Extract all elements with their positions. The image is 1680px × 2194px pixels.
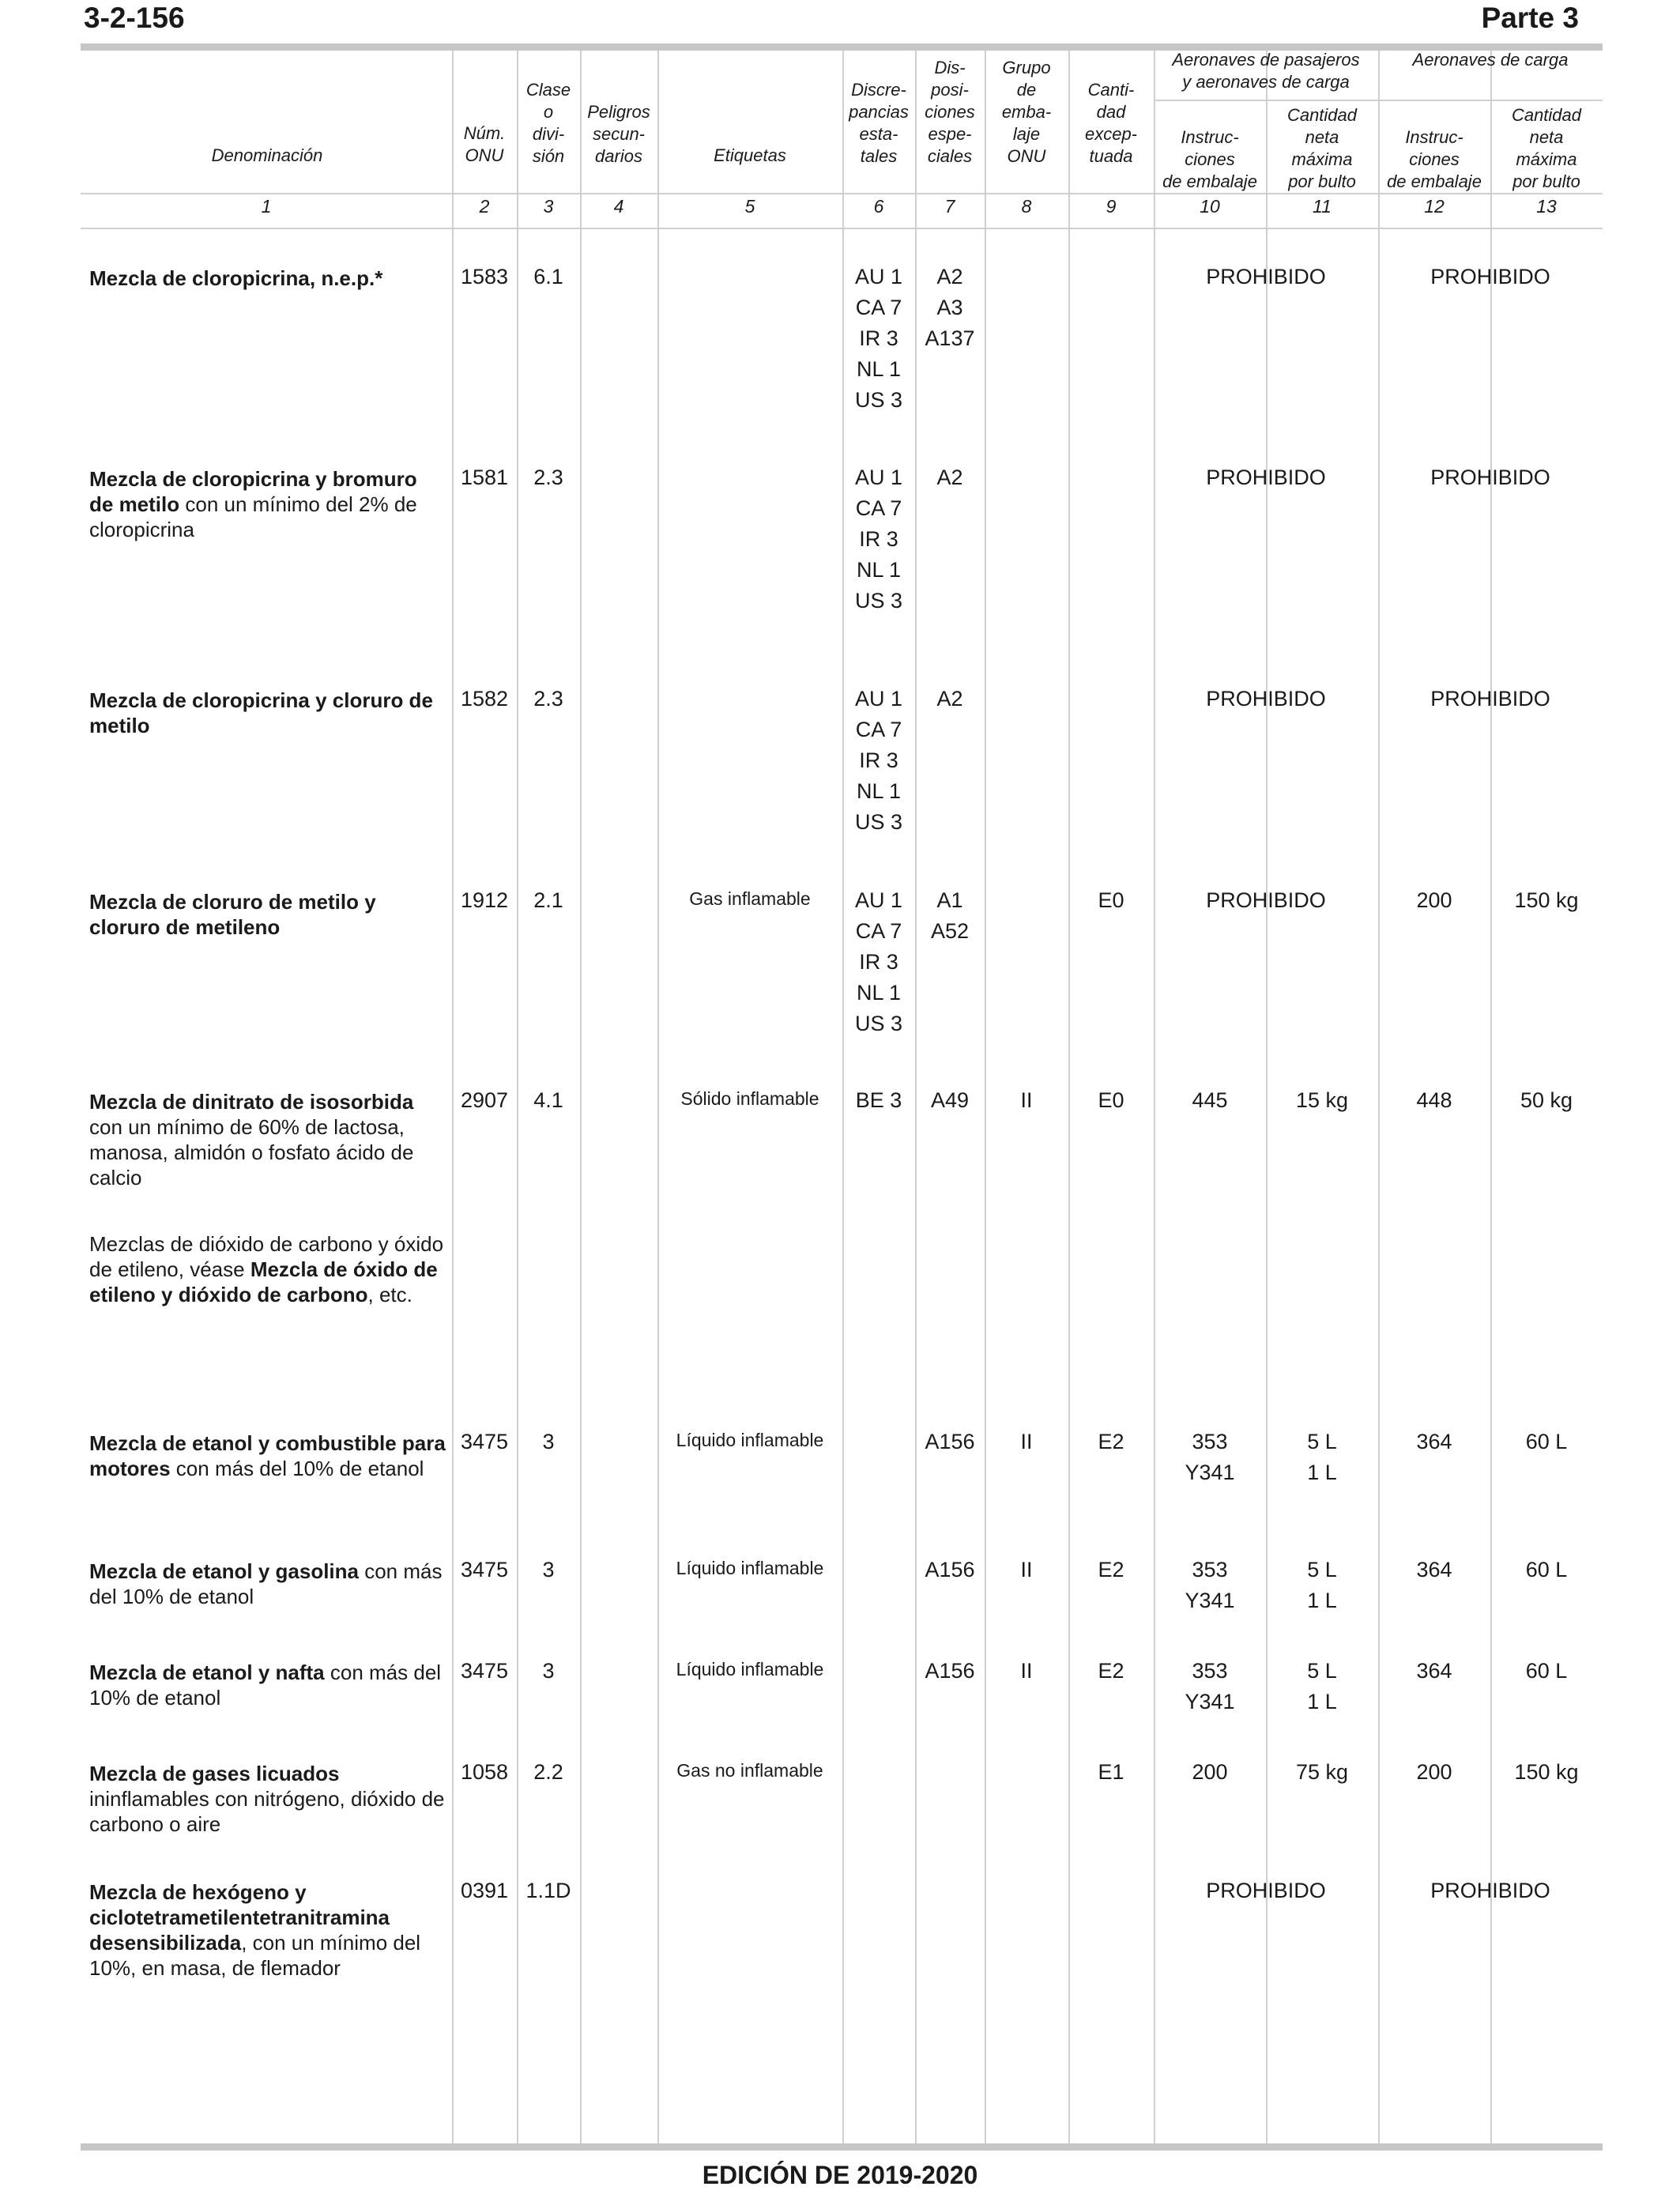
substance-name [89,266,446,291]
substance-name-rest: con más del 10% de etanol [170,1457,424,1480]
hazard-class: 2.3 [533,466,563,489]
header-cantidad-exceptuada: Canti- dad excep- tuada [1084,80,1138,166]
column-number: 9 [1106,196,1117,217]
header-aeronaves-pasajeros: Aeronaves de pasajeros y aeronaves de carga [1172,50,1360,92]
hazard-class: 3 [542,1558,555,1581]
un-number: 1912 [460,888,509,912]
header-instrucciones-carga: Instruc- ciones de embalaje [1387,127,1482,191]
header-cantidad-carga: Cantidad neta máxima por bulto [1511,105,1582,191]
substance-name-rest: con más del 10% de etanol [89,1559,443,1608]
header-cantidad-pasajeros: Cantidad neta máxima por bulto [1286,105,1358,191]
hazard-class: 2.2 [533,1760,563,1784]
row-divider [81,228,1603,229]
cargo-max-quantity: 60 L [1525,1430,1568,1453]
passenger-max-quantity: 15 kg [1295,1088,1349,1112]
passenger-max-quantity: 5 L 1 L [1307,1659,1337,1713]
excepted-quantity: E2 [1098,1659,1124,1683]
bottom-rule [81,2143,1603,2151]
cargo-prohibited: PROHIBIDO [1430,466,1550,489]
column-number: 7 [944,196,955,217]
header-clase: Clase o divi- sión [525,80,571,166]
column-number: 10 [1200,196,1220,217]
special-provisions: A1 A52 [930,888,970,943]
cargo-packing-instruction: 364 [1416,1558,1452,1581]
cargo-packing-instruction: 364 [1416,1430,1452,1453]
hazard-class: 3 [542,1659,555,1683]
header-instrucciones-pasajeros: Instruc- ciones de embalaje [1162,127,1257,191]
substance-name [89,1559,446,1609]
hazard-label: Líquido inflamable [676,1430,824,1450]
substance-name-bold: Mezcla de dinitrato de isosorbida [89,1090,414,1114]
hazard-class: 4.1 [533,1088,563,1112]
page-number: 3-2-156 [84,2,185,34]
excepted-quantity: E1 [1098,1760,1124,1784]
un-number: 1582 [460,687,509,711]
column-number: 13 [1536,196,1557,217]
cargo-max-quantity: 50 kg [1520,1088,1573,1112]
substance-name [89,889,446,940]
packing-group: II [1020,1088,1033,1112]
cargo-packing-instruction: 448 [1416,1088,1452,1112]
header-disposiciones: Dis- posi- ciones espe- ciales [925,58,975,166]
passenger-prohibited: PROHIBIDO [1206,1879,1326,1902]
substance-name-bold: Mezcla de hexógeno y ciclotetrametilentetranitramina desensibilizada [89,1880,390,1955]
substance-name-bold: Mezcla de cloruro de metilo y cloruro de metileno [89,890,376,939]
cross-reference-link[interactable]: Mezcla de óxido de etileno y dióxido de carbono [89,1257,438,1306]
state-variations: AU 1 CA 7 IR 3 NL 1 US 3 [854,466,903,613]
column-divider [580,51,582,2143]
cargo-max-quantity: 150 kg [1514,1760,1579,1784]
cross-reference [89,1231,446,1307]
row-divider [81,193,1603,194]
cargo-packing-instruction: 364 [1416,1659,1452,1683]
row-divider [1154,100,1603,101]
special-provisions: A156 [925,1430,975,1453]
substance-name-bold: Mezcla de cloropicrina, n.e.p.* [89,266,383,290]
substance-name-rest: con un mínimo de 60% de lactosa, manosa, almidón o fosfato ácido de calcio [89,1115,414,1189]
substance-name-bold: Mezcla de etanol y nafta [89,1661,325,1684]
header-aeronaves-carga: Aeronaves de carga [1412,50,1569,70]
header-peligros: Peligros secun- darios [587,102,650,166]
header-num-onu: Núm. ONU [463,123,506,165]
excepted-quantity: E0 [1098,1088,1124,1112]
excepted-quantity: E2 [1098,1430,1124,1453]
cross-reference-suffix: , etc. [367,1283,412,1306]
substance-name-rest: con un mínimo del 2% de cloropicrina [89,492,417,541]
passenger-packing-instruction: 200 [1192,1760,1228,1784]
substance-name-bold: Mezcla de etanol y gasolina [89,1559,359,1583]
cargo-max-quantity: 60 L [1525,1659,1568,1683]
cargo-prohibited: PROHIBIDO [1430,687,1550,711]
un-number: 3475 [460,1430,509,1453]
hazard-class: 2.3 [533,687,563,711]
column-number: 8 [1021,196,1032,217]
state-variations: BE 3 [855,1088,902,1112]
cross-reference-prefix: Mezclas de dióxido de carbono y óxido de etileno, véase [89,1232,444,1281]
edition-footer: EDICIÓN DE 2019-2020 [702,2161,978,2189]
un-number: 3475 [460,1659,509,1683]
cargo-packing-instruction: 200 [1416,1760,1452,1784]
hazard-label: Sólido inflamable [680,1088,819,1109]
column-number: 4 [613,196,624,217]
passenger-max-quantity: 5 L 1 L [1307,1430,1337,1484]
hazard-class: 3 [542,1430,555,1453]
cargo-max-quantity: 150 kg [1514,888,1579,912]
column-number: 6 [873,196,884,217]
un-number: 2907 [460,1088,509,1112]
hazard-class: 1.1D [525,1879,571,1902]
column-number: 12 [1424,196,1445,217]
substance-name-bold: Mezcla de cloropicrina y bromuro de metilo [89,467,417,516]
passenger-packing-instruction: 353 Y341 [1185,1558,1235,1612]
un-number: 0391 [460,1879,509,1902]
passenger-packing-instruction: 445 [1192,1088,1228,1112]
header-grupo: Grupo de emba- laje ONU [1001,58,1052,166]
hazard-label: Gas inflamable [689,888,811,909]
substance-name [89,1660,446,1710]
substance-name [89,1089,446,1190]
state-variations: AU 1 CA 7 IR 3 NL 1 US 3 [854,888,903,1035]
substance-name [89,1761,446,1837]
header-etiquetas: Etiquetas [714,145,786,165]
un-number: 3475 [460,1558,509,1581]
special-provisions: A156 [925,1659,975,1683]
hazard-class: 2.1 [533,888,563,912]
substance-name-bold: Mezcla de etanol y combustible para motores [89,1431,446,1480]
substance-name-bold: Mezcla de cloropicrina y cloruro de metilo [89,688,433,737]
cargo-prohibited: PROHIBIDO [1430,1879,1550,1902]
hazard-label: Líquido inflamable [676,1558,824,1578]
passenger-packing-instruction: 353 Y341 [1185,1659,1235,1713]
un-number: 1058 [460,1760,509,1784]
substance-name-rest: , con un mínimo del 10%, en masa, de flemador [89,1931,421,1980]
cargo-prohibited: PROHIBIDO [1430,265,1550,288]
column-number: 1 [261,196,272,217]
column-number: 3 [543,196,554,217]
passenger-prohibited: PROHIBIDO [1206,265,1326,288]
special-provisions: A49 [930,1088,970,1112]
column-number: 5 [744,196,755,217]
cargo-max-quantity: 60 L [1525,1558,1568,1581]
column-number: 11 [1313,196,1332,217]
substance-name [89,1431,446,1481]
excepted-quantity: E0 [1098,888,1124,912]
state-variations: AU 1 CA 7 IR 3 NL 1 US 3 [854,687,903,834]
substance-name-bold: Mezcla de gases licuados [89,1762,340,1785]
passenger-prohibited: PROHIBIDO [1206,888,1326,912]
column-number: 2 [479,196,490,217]
passenger-packing-instruction: 353 Y341 [1185,1430,1235,1484]
special-provisions: A156 [925,1558,975,1581]
packing-group: II [1020,1430,1033,1453]
passenger-prohibited: PROHIBIDO [1206,687,1326,711]
cargo-packing-instruction: 200 [1416,888,1452,912]
part-title: Parte 3 [1481,2,1579,34]
passenger-max-quantity: 5 L 1 L [1307,1558,1337,1612]
substance-name [89,688,446,738]
substance-name [89,466,446,542]
passenger-max-quantity: 75 kg [1295,1760,1349,1784]
un-number: 1583 [460,265,509,288]
special-provisions: A2 [936,687,963,711]
special-provisions: A2 A3 A137 [925,265,975,350]
header-discrepancias: Discre- pancias esta- tales [849,80,909,166]
packing-group: II [1020,1558,1033,1581]
hazard-label: Líquido inflamable [676,1659,824,1679]
un-number: 1581 [460,466,509,489]
header-denominacion: Denominación [211,145,323,165]
substance-name [89,1879,446,1981]
state-variations: AU 1 CA 7 IR 3 NL 1 US 3 [854,265,903,412]
excepted-quantity: E2 [1098,1558,1124,1581]
substance-name-rest: con más del 10% de etanol [89,1661,442,1710]
hazard-label: Gas no inflamable [676,1760,823,1781]
special-provisions: A2 [936,466,963,489]
passenger-prohibited: PROHIBIDO [1206,466,1326,489]
substance-name-rest: ininflamables con nitrógeno, dióxido de carbono o aire [89,1787,445,1836]
packing-group: II [1020,1659,1033,1683]
hazard-class: 6.1 [533,265,563,288]
